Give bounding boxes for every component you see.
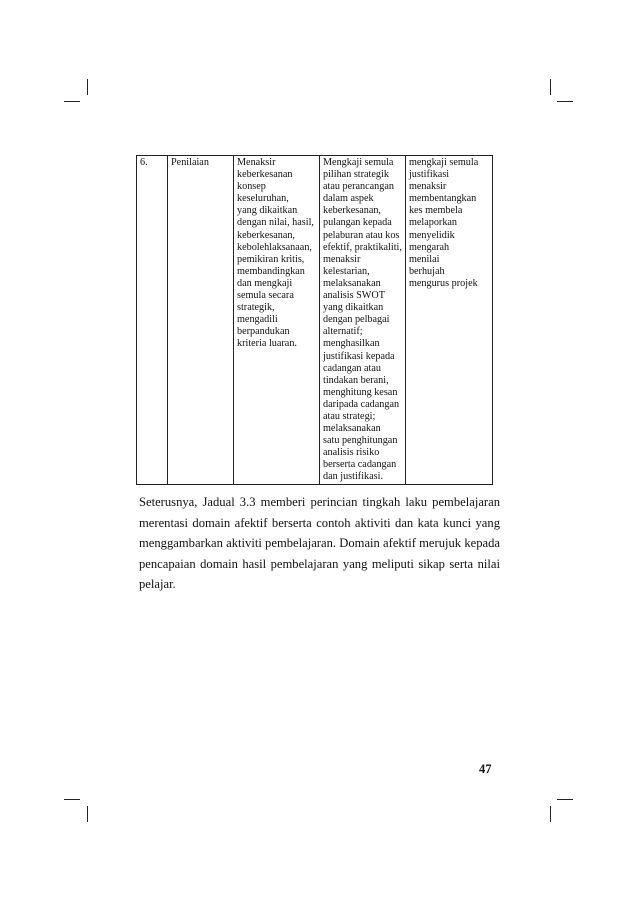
cell-line: daripada cadangan (323, 398, 400, 410)
cell-line: yang dikaitkan (237, 205, 298, 217)
activity-cell (320, 156, 406, 485)
crop-mark-bottom-left-h (64, 799, 80, 800)
cell-line: menyelidik (408, 229, 455, 241)
cell-line: justifikasi kepada (323, 350, 395, 362)
cell-line: melaksanakan (323, 277, 381, 289)
crop-mark-top-left-v (87, 79, 88, 95)
cell-line: dalam aspek (323, 193, 374, 205)
domain-table (136, 155, 493, 485)
cell-line: kebolehlaksanaan, (237, 241, 312, 253)
cell-line: pemikiran kritis, (237, 253, 305, 265)
crop-mark-bottom-right-h (557, 799, 573, 800)
row-number: 6. (137, 156, 168, 485)
cell-line: berhujah (408, 265, 445, 277)
cell-line: Mengkaji semula (323, 157, 394, 168)
cell-line: membentangkan (408, 193, 477, 205)
cell-line: yang dikaitkan (323, 302, 384, 314)
component-cell: Penilaian (168, 156, 234, 485)
cell-line: konsep (237, 181, 266, 193)
cell-line: strategik, (237, 302, 275, 314)
crop-mark-top-right-v (550, 79, 551, 95)
cell-line: pilihan strategik (323, 169, 389, 181)
cell-line: analisis SWOT (323, 290, 385, 302)
cell-line: atau strategi; (323, 410, 376, 422)
cell-line: pulangan kepada (323, 217, 392, 229)
cell-line: tindakan berani, (323, 374, 389, 386)
table-row (137, 156, 493, 485)
cell-line: keberkesanan (237, 169, 293, 181)
cell-line: mengkaji semula (408, 157, 479, 168)
page-number: 47 (479, 762, 492, 776)
cell-line: satu penghitungan (323, 435, 398, 447)
crop-mark-bottom-right-v (550, 806, 551, 822)
cell-line: mengadili (237, 314, 278, 326)
cell-line: cadangan atau (323, 362, 381, 374)
cell-line: atau perancangan (323, 181, 394, 193)
cell-line: justifikasi (408, 169, 450, 181)
cell-line: mengurus projek (408, 277, 478, 289)
cell-line: menghasilkan (323, 338, 380, 350)
cell-line: kriteria luaran. (237, 338, 297, 350)
cell-line: efektif, praktikaliti, (323, 241, 402, 253)
cell-line: menaksir (408, 181, 447, 193)
cell-line: menghitung kesan (323, 386, 398, 398)
cell-line: menaksir (323, 253, 361, 265)
cell-line: dengan nilai, hasil, (237, 217, 314, 229)
crop-mark-top-right-h (557, 101, 573, 102)
cell-line: semula secara (237, 290, 294, 302)
cell-line: dengan pelbagai (323, 314, 390, 326)
cell-line: keseluruhan, (237, 193, 289, 205)
cell-line: menilai (408, 253, 440, 265)
crop-mark-top-left-h (64, 101, 80, 102)
cell-line: analisis risiko (323, 447, 380, 459)
cell-line: Menaksir (237, 157, 276, 168)
cell-line: alternatif; (323, 326, 363, 338)
cell-line: keberkesanan, (237, 229, 295, 241)
behaviour-cell (234, 156, 320, 485)
cell-line: kelestarian, (323, 265, 370, 277)
cell-line: berpandukan (237, 326, 290, 338)
cell-line: kes membela (408, 205, 463, 217)
cell-line: keberkesanan, (323, 205, 381, 217)
cell-line: dan mengkaji (237, 277, 293, 289)
crop-mark-bottom-left-v (87, 806, 88, 822)
keyword-cell (405, 156, 492, 485)
cell-line: membandingkan (237, 265, 305, 277)
cell-line: pelaburan atau kos (323, 229, 400, 241)
cell-line: berserta cadangan (323, 459, 397, 471)
body-paragraph: Seterusnya, Jadual 3.3 memberi perincian tingkah laku pembelajaran merentasi domain afektif berserta contoh aktiviti dan kata kunci yang menggambarkan aktiviti pembelajaran. Domain afektif merujuk kepada pencapaian domain hasil pembelajaran yang meliputi sikap serta nilai pelajar. (139, 495, 500, 592)
cell-line: mengarah (408, 241, 450, 253)
cell-line: dan justifikasi. (323, 471, 383, 483)
cell-line: melaporkan (408, 217, 458, 229)
cell-line: melaksanakan (323, 423, 381, 435)
